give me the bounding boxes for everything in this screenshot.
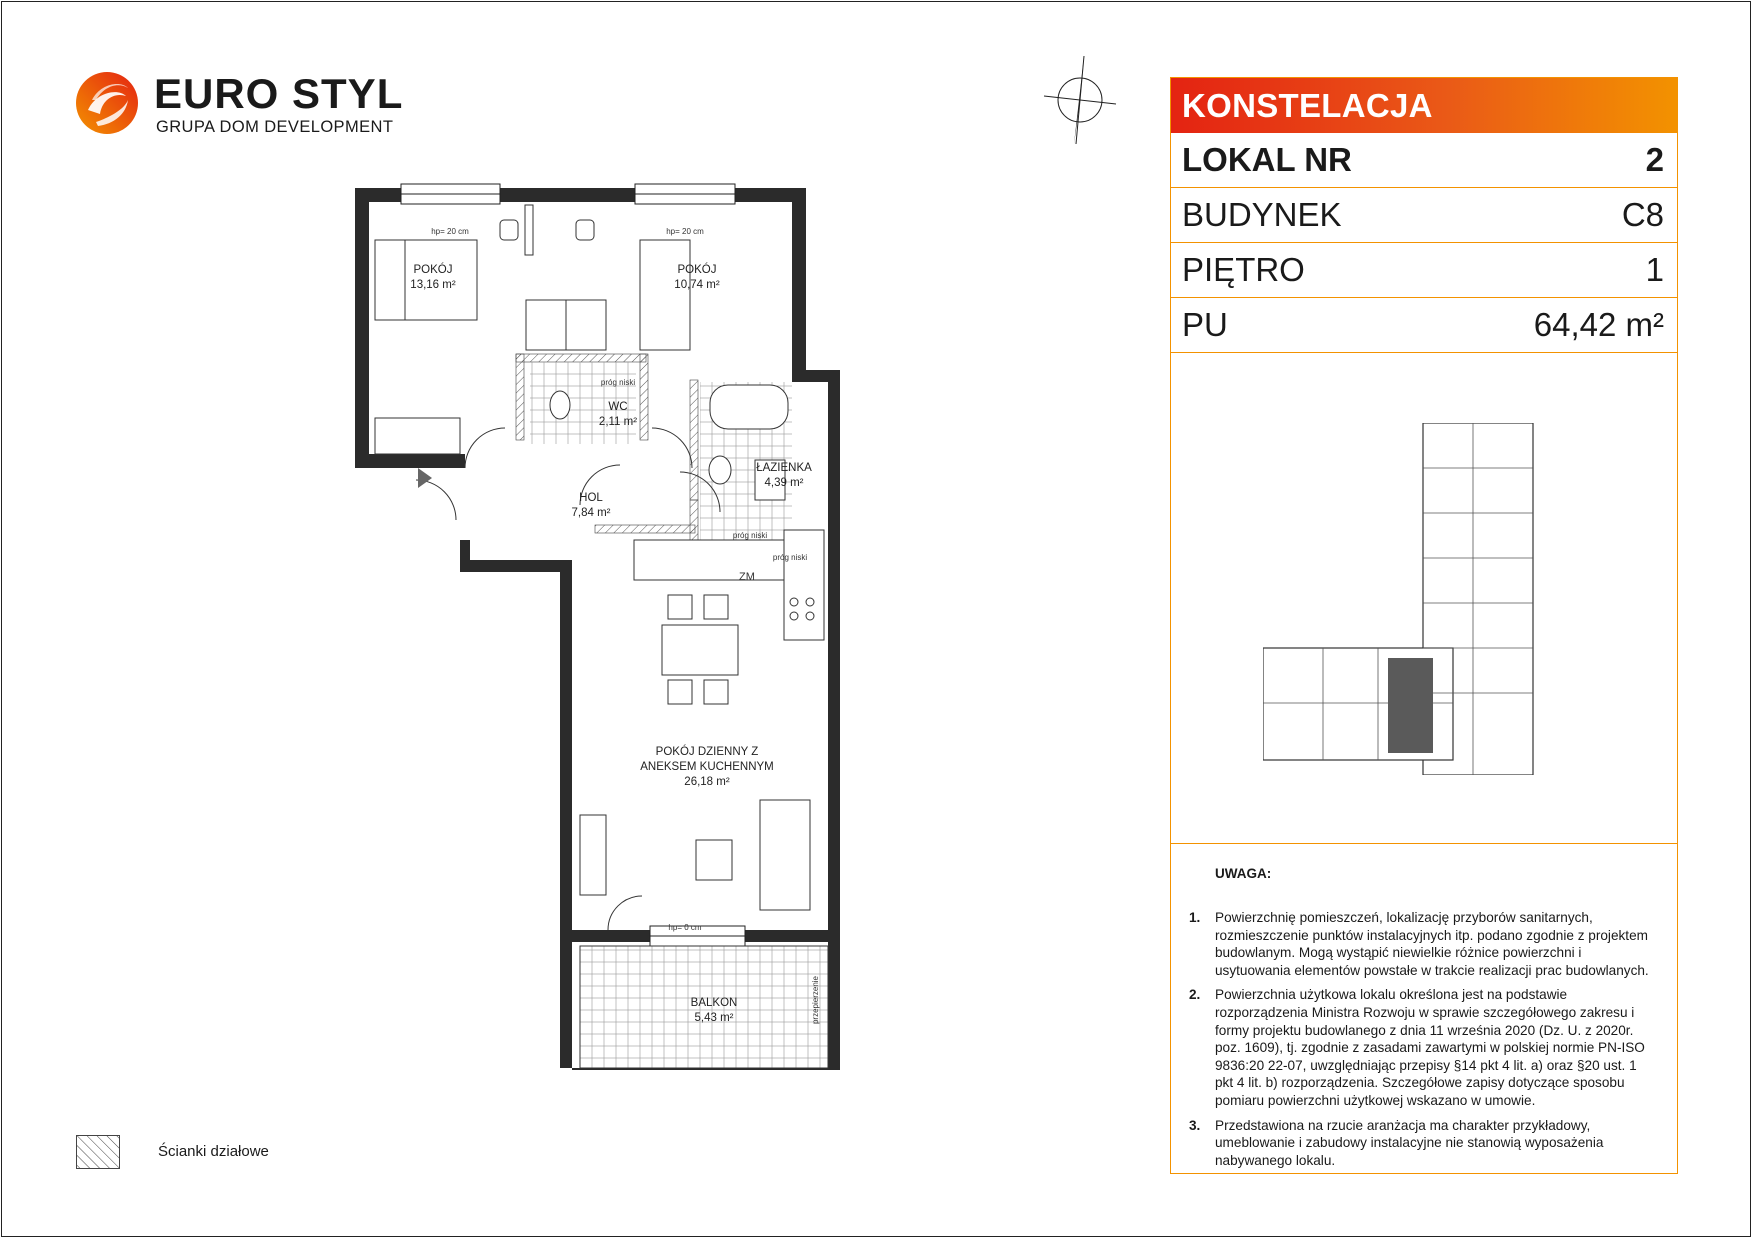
brand-logo [74, 70, 404, 140]
info-label: BUDYNEK [1182, 196, 1342, 233]
flame-logo-icon [74, 70, 140, 136]
room-living-name-2: ANEKSEM KUCHENNYM [640, 761, 774, 773]
chair-2-icon [576, 220, 594, 240]
single-bed-icon [640, 240, 690, 350]
note-item [1189, 1117, 1663, 1170]
hp-window-2-label: hp= 20 cm [666, 227, 704, 236]
note-text: Przedstawiona na rzucie aranżacja ma charakter przykładowy, umeblowanie i zabudowy instalacyjne nie stanowią wyposażenia nabywanego lokalu. [1215, 1117, 1604, 1168]
building-key-plan [1263, 423, 1568, 775]
room-2-name: POKÓJ [677, 264, 717, 276]
legend-label: Ścianki działowe [158, 1143, 269, 1160]
info-value: 64,42 m² [1533, 306, 1664, 343]
info-panel [1170, 77, 1678, 1174]
info-value: 1 [1645, 251, 1664, 288]
note-text: Powierzchnię pomieszczeń, lokalizację przyborów sanitarnych, rozmieszczenie punktów instalacyjnych itp. podano zgodnie z projektem budowlanym. Mogą wystąpić niewielkie różnice powierzchni i usytuowania elementów powstałe w trakcie realizacji prac budowlanych. [1215, 910, 1649, 978]
prog-label-1: próg niski [600, 378, 636, 387]
entrance-arrow-icon [418, 468, 432, 488]
room-living-area: 26,18 m² [684, 776, 730, 788]
floor-plan-drawing [340, 170, 880, 1070]
bathtub-icon [710, 385, 788, 429]
prog-label-2: próg niski [772, 553, 808, 562]
sofa-icon [760, 800, 810, 910]
key-plan-area [1171, 353, 1677, 844]
note-number: 3. [1189, 1117, 1201, 1133]
info-row-budynek [1171, 188, 1677, 243]
kitchen-counter-side [784, 530, 824, 640]
stairs-shelf-2 [566, 300, 606, 350]
room-1-name: POKÓJ [413, 264, 453, 276]
stairs-shelf-1 [526, 300, 566, 350]
note-text: Powierzchnia użytkowa lokalu określona jest na podstawie rozporządzenia Ministra Rozwoju w sprawie szczegółowego zakresu i formy projektu budowlanego z dnia 11 września 2020 (Dz. U. z 2020r. poz. 1609), tj. zgodnie z zasadami zawartymi w polskiej normie PN-ISO 9836:20 22-07, uwzględniając przepisy §14 pkt 4 lit. a) oraz §20 ust. 1 pkt 4 lit. b) rozporządzenia. Szczegółowe zapisy dotyczące sposobu pomiaru powierzchni użytkowej wskazano w umowie. [1215, 987, 1645, 1108]
info-label: PU [1182, 306, 1228, 343]
info-row-pietro [1171, 243, 1677, 298]
room-balcony-area: 5,43 m² [694, 1012, 734, 1024]
room-living-name-1: POKÓJ DZIENNY Z [655, 746, 759, 758]
info-label: PIĘTRO [1182, 251, 1305, 288]
hp-balcony-label: hp= 0 cm [668, 923, 702, 932]
notes-title: UWAGA: [1215, 866, 1272, 881]
room-1-area: 13,16 m² [410, 279, 456, 291]
room-wc-name: WC [608, 401, 628, 413]
project-title: KONSTELACJA [1171, 78, 1677, 133]
note-item [1189, 986, 1663, 1109]
prog-label-3: próg niski [732, 531, 768, 540]
info-row-lokal [1171, 133, 1677, 188]
brand-name: EURO STYL [154, 70, 404, 117]
przepierzenie-label: przepierzenie [811, 975, 820, 1025]
partition-legend-swatch [76, 1135, 120, 1169]
room-balcony-name: BALKON [690, 997, 738, 1009]
wc-toilet-icon [550, 391, 570, 419]
wardrobe-1-icon [375, 418, 460, 454]
notes-section [1171, 844, 1677, 1169]
chair-1-icon [500, 220, 518, 240]
kitchen-counter [634, 540, 784, 580]
north-arrow-icon [1040, 52, 1120, 148]
brand-subtitle: GRUPA DOM DEVELOPMENT [156, 118, 394, 136]
room-2-area: 10,74 m² [674, 279, 720, 291]
note-number: 2. [1189, 987, 1201, 1003]
room-hol-area: 7,84 m² [571, 507, 611, 519]
hp-window-1-label: hp= 20 cm [431, 227, 469, 236]
dining-table-icon [662, 625, 738, 675]
bathroom-toilet-icon [709, 456, 731, 484]
room-wc-area: 2,11 m² [598, 416, 638, 428]
key-plan-unit-highlight [1388, 658, 1433, 753]
tv-unit-icon [580, 815, 606, 895]
coffee-table-icon [696, 840, 732, 880]
room-hol-name: HOL [579, 492, 603, 504]
info-value: C8 [1621, 196, 1664, 233]
info-row-pu [1171, 298, 1677, 353]
note-item [1189, 909, 1663, 979]
zm-label: ZM [739, 571, 755, 583]
room-bathroom-name: ŁAZIENKA [756, 462, 812, 474]
info-value: 2 [1645, 141, 1664, 178]
room-bathroom-area: 4,39 m² [764, 477, 804, 489]
info-label: LOKAL NR [1182, 141, 1352, 178]
note-number: 1. [1189, 910, 1201, 925]
floor-plan [340, 170, 880, 1070]
